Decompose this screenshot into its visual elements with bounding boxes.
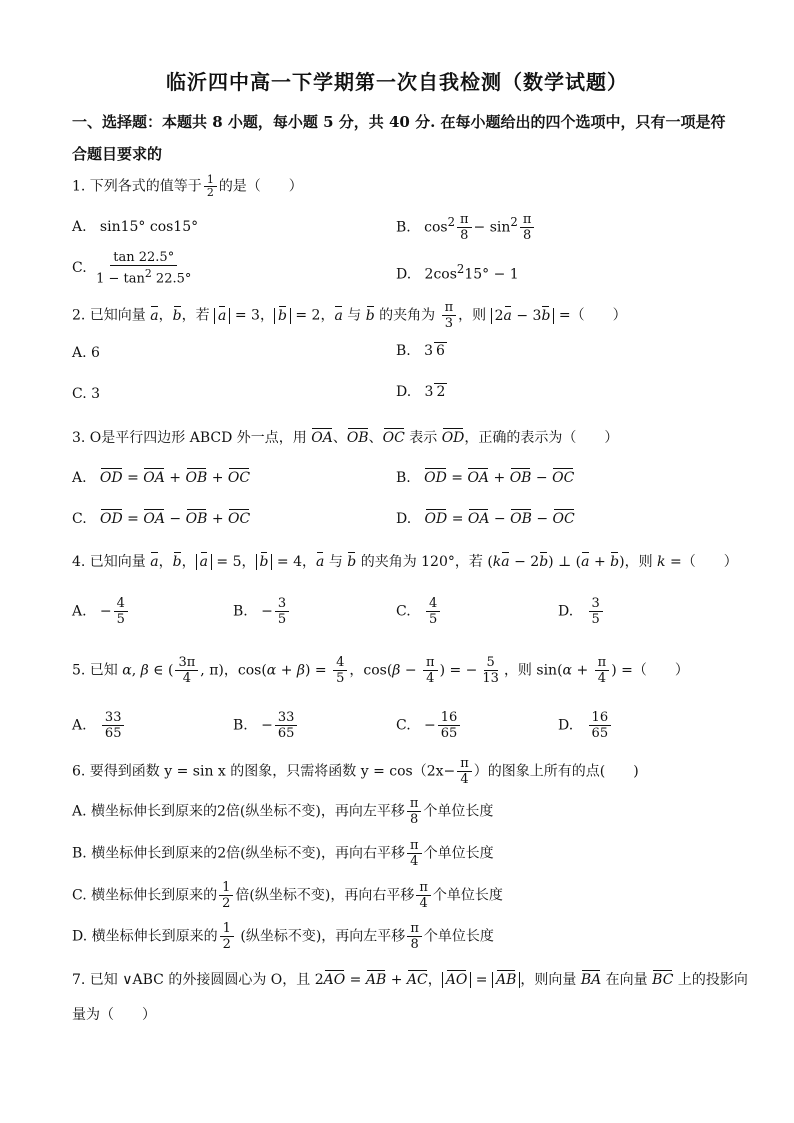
q4-option-c: C. $\frac{4}{5}$ xyxy=(396,596,442,627)
q2-option-a: A. 6 xyxy=(72,345,100,361)
q6-option-d: D. 横坐标伸长到原来的 $\frac{1}{2}$ (纵坐标不变)，再向左平移 $\frac{\pi}{8}$ 个单位长度 xyxy=(72,921,494,952)
q3-option-a: A. OD = OA + OB + OC xyxy=(72,470,251,486)
q1-option-d: D. $2\cos^215^\circ - 1$ xyxy=(396,262,519,283)
page-title: 临沂四中高一下学期第一次自我检测（数学试题） xyxy=(166,70,628,94)
question-2: 2. 已知向量 a，b，若 a = 3， b = 2，a 与 b 的夹角为 $\frac{\pi}{3}$ ，则 2a − 3b =（ ） xyxy=(72,300,627,331)
q3-option-d: D. OD = OA − OB − OC xyxy=(396,511,575,527)
q5-option-c: C. − $\frac{16}{65}$ xyxy=(396,710,462,741)
question-4: 4. 已知向量 a，b， a = 5， b = 4，a 与 b 的夹角为 120°，若 (ka − 2b) ⊥ (a + b)，则 k =（ ） xyxy=(72,554,738,570)
q6-option-a: A. 横坐标伸长到原来的2倍(纵坐标不变)，再向左平移 $\frac{\pi}{8}$ 个单位长度 xyxy=(72,796,494,827)
q4-option-a: A. − $\frac{4}{5}$ xyxy=(72,596,130,627)
question-5: 5. 已知 α, β ∈ ( $\frac{3\pi}{4}$ , π)，cos(α + β) = $\frac{4}{5}$ ，cos(β − $\frac{\pi}{4}$ ) = − $\frac{5}{13}$ ，则 sin(α + $\frac{\pi}{4}$ ) =（ ） xyxy=(72,655,689,686)
q4-option-d: D. $\frac{3}{5}$ xyxy=(558,596,605,627)
section-heading: 一、选择题：本题共 8 小题，每小题 5 分，共 40 分. 在每小题给出的四个选项中，只有一项是符合题目要求的 xyxy=(72,113,726,163)
q2-option-c: C. 3 xyxy=(72,386,101,402)
question-1: 1. 下列各式的值等于 $\frac{1}{2}$ 的是（ ） xyxy=(72,173,303,199)
q3-option-c: C. OD = OA − OB + OC xyxy=(72,511,251,527)
q3-option-b: B. OD = OA + OB − OC xyxy=(396,470,575,486)
q6-option-b: B. 横坐标伸长到原来的2倍(纵坐标不变)，再向右平移 $\frac{\pi}{4}$ 个单位长度 xyxy=(72,838,494,869)
question-3: 3. O是平行四边形 ABCD 外一点，用 OA、OB、OC 表示 OD，正确的表示为（ ） xyxy=(72,430,619,446)
q2-option-d: D. 3 2 xyxy=(396,384,446,400)
q1-option-b: B. $\cos^2$ $\frac{\pi}{8}$ − $\sin^2$ $\frac{\pi}{8}$ xyxy=(396,212,536,243)
q2-option-b: B. 3 6 xyxy=(396,343,445,359)
q6-option-c: C. 横坐标伸长到原来的 $\frac{1}{2}$ 倍(纵坐标不变)，再向右平移 $\frac{\pi}{4}$ 个单位长度 xyxy=(72,880,503,911)
q5-option-a: A. $\frac{33}{65}$ xyxy=(72,710,126,741)
q5-option-d: D. $\frac{16}{65}$ xyxy=(558,710,613,741)
q4-option-b: B. − $\frac{3}{5}$ xyxy=(233,596,291,627)
question-6: 6. 要得到函数 y = sin x 的图象，只需将函数 y = cos（2x− $\frac{\pi}{4}$ ）的图象上所有的点( ) xyxy=(72,756,639,787)
q5-option-b: B. − $\frac{33}{65}$ xyxy=(233,710,299,741)
question-7-continued: 量为（ ） xyxy=(72,1007,156,1023)
q1-option-c: C. $\frac{\tan 22.5^\circ}{1 - \tan^2 22.5^\circ}$ xyxy=(72,250,192,287)
question-7: 7. 已知 ∨ABC 的外接圆圆心为 O，且 2AO = AB + AC， AO = AB ，则向量 BA 在向量 BC 上的投影向 xyxy=(72,972,748,988)
q1-option-a: A. sin15° cos15° xyxy=(72,219,199,235)
